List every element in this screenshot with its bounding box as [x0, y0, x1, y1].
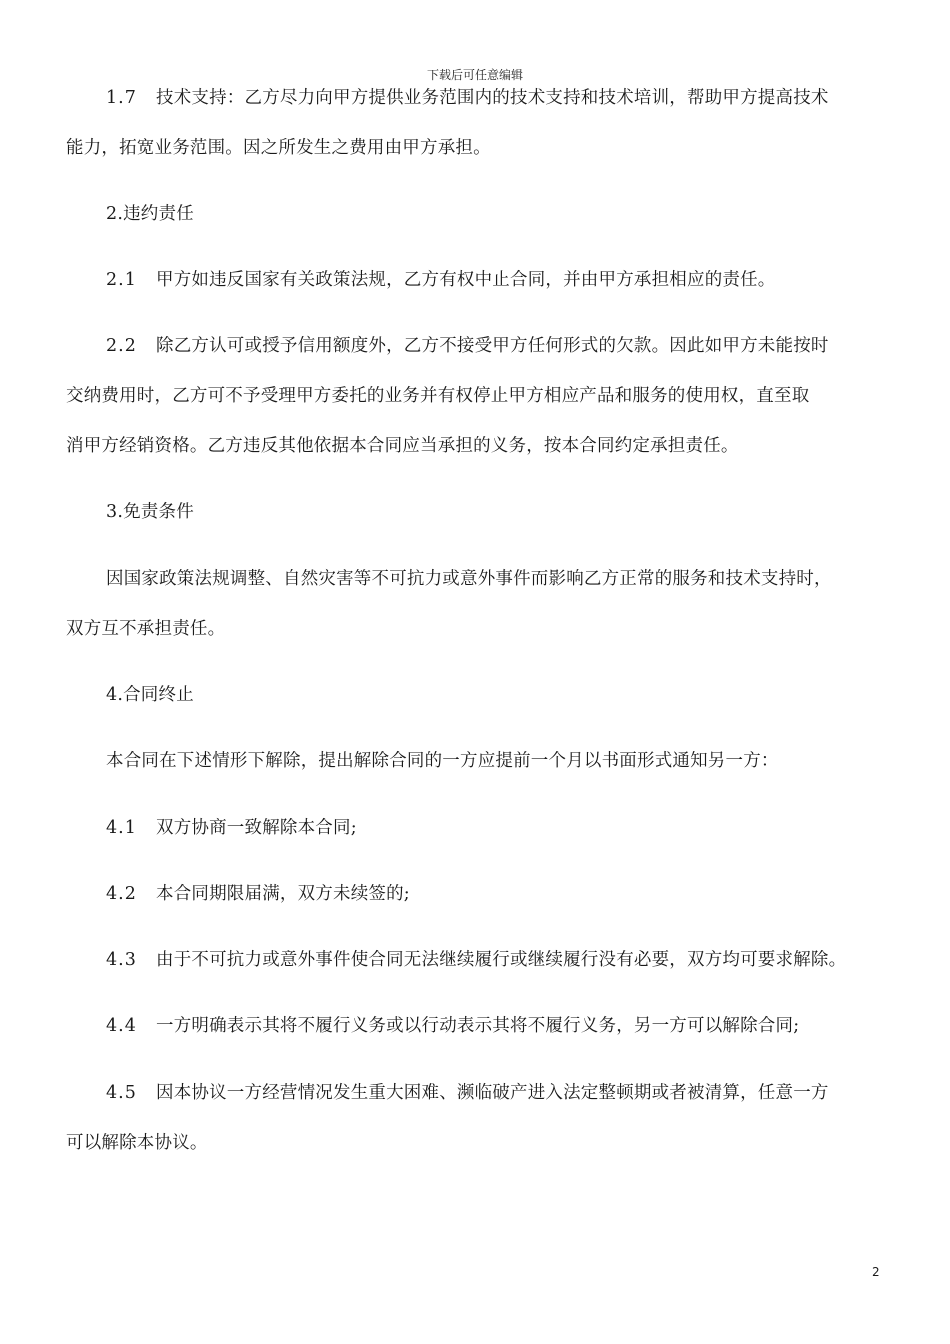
clause-number: 4.2 — [106, 884, 137, 904]
section-4-title: 4.合同终止 — [106, 685, 194, 705]
section-2-title: 2.违约责任 — [106, 204, 194, 224]
clause-number: 4.1 — [106, 818, 137, 838]
clause-2-2 — [106, 332, 906, 357]
section-3-body: 因国家政策法规调整、自然灾害等不可抗力或意外事件而影响乙方正常的服务和技术支持时， — [106, 569, 832, 589]
clause-4-3 — [106, 946, 906, 971]
clause-text: 因本协议一方经营情况发生重大困难、濒临破产进入法定整顿期或者被清算，任意一方 — [156, 1083, 829, 1103]
clause-text: 双方协商一致解除本合同; — [156, 818, 357, 838]
clause-number: 2.2 — [106, 336, 137, 356]
clause-2-2-cont-2: 消甲方经销资格。乙方违反其他依据本合同应当承担的义务，按本合同约定承担责任。 — [66, 436, 739, 456]
clause-1-7-cont: 能力，拓宽业务范围。因之所发生之费用由甲方承担。 — [66, 138, 491, 158]
clause-2-2-cont-1: 交纳费用时，乙方可不予受理甲方委托的业务并有权停止甲方相应产品和服务的使用权，直至取 — [66, 386, 810, 406]
section-4-body: 本合同在下述情形下解除，提出解除合同的一方应提前一个月以书面形式通知另一方： — [106, 751, 779, 771]
clause-text: 一方明确表示其将不履行义务或以行动表示其将不履行义务，另一方可以解除合同; — [156, 1016, 800, 1036]
clause-text: 技术支持：乙方尽力向甲方提供业务范围内的技术支持和技术培训，帮助甲方提高技术 — [156, 88, 829, 108]
clause-4-5-cont: 可以解除本协议。 — [66, 1133, 208, 1153]
clause-4-4 — [106, 1012, 906, 1037]
clause-number: 4.4 — [106, 1016, 137, 1036]
page-number: 2 — [872, 1265, 880, 1279]
section-3-body-cont: 双方互不承担责任。 — [66, 619, 226, 639]
clause-4-5 — [106, 1079, 906, 1104]
clause-2-1 — [106, 266, 906, 291]
clause-4-2 — [106, 880, 906, 905]
clause-text: 除乙方认可或授予信用额度外，乙方不接受甲方任何形式的欠款。因此如甲方未能按时 — [156, 336, 829, 356]
clause-4-1 — [106, 814, 906, 839]
page-header-note: 下载后可任意编辑 — [426, 68, 523, 82]
clause-text: 甲方如违反国家有关政策法规，乙方有权中止合同，并由甲方承担相应的责任。 — [156, 270, 776, 290]
clause-number: 1.7 — [106, 88, 137, 108]
clause-number: 4.5 — [106, 1083, 137, 1103]
clause-number: 4.3 — [106, 950, 137, 970]
section-3-title: 3.免责条件 — [106, 502, 194, 522]
clause-number: 2.1 — [106, 270, 137, 290]
clause-text: 本合同期限届满，双方未续签的; — [156, 884, 410, 904]
clause-1-7 — [106, 84, 906, 109]
clause-text: 由于不可抗力或意外事件使合同无法继续履行或继续履行没有必要，双方均可要求解除。 — [156, 950, 847, 970]
